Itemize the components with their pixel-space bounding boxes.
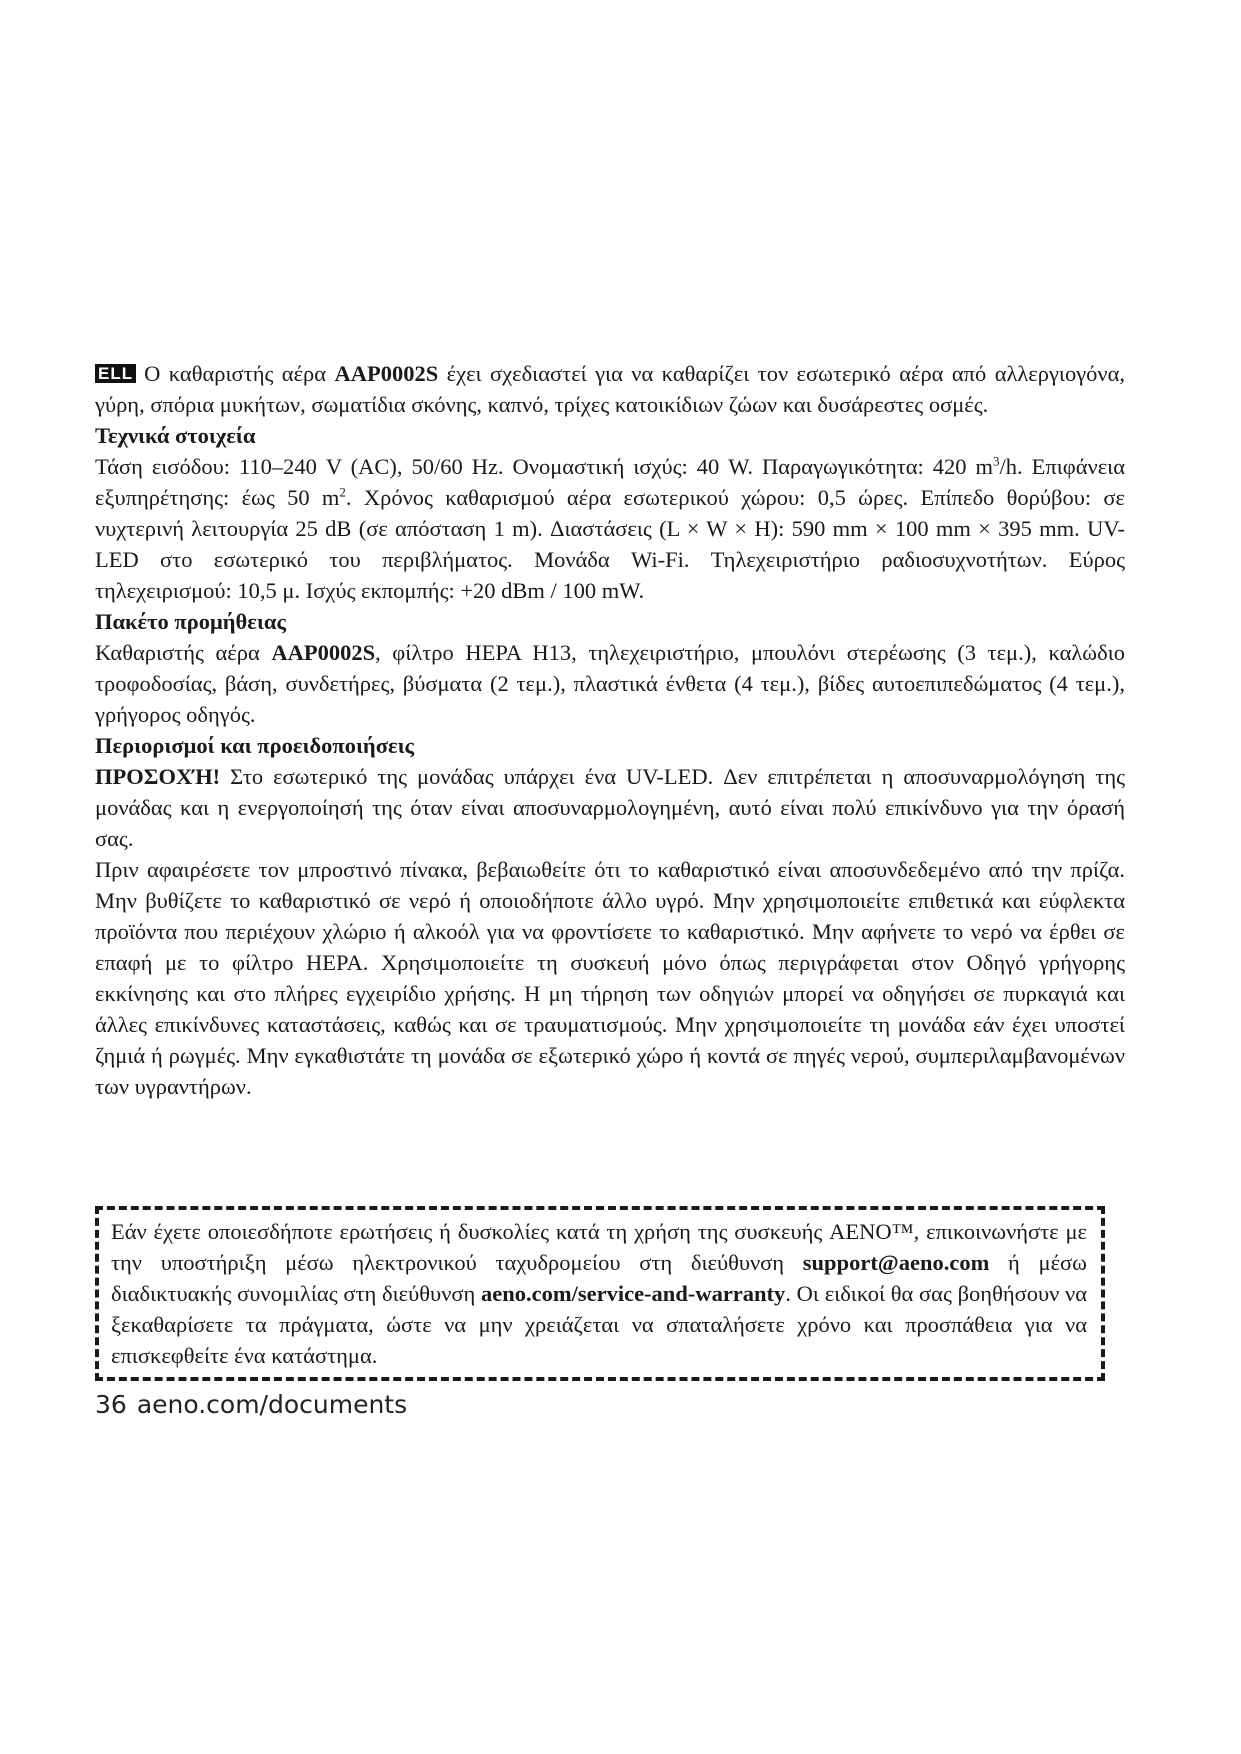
warning-text: Στο εσωτερικό της μονάδας υπάρχει ένα UV-LED. Δεν επιτρέπεται η αποσυναρμολόγηση της μονάδας και η ενεργοποίησή της όταν είναι αποσυναρμολογημένη, αυτό είναι πολύ επικίνδυνο για την όρασή σας. <box>95 764 1125 851</box>
tech-heading: Τεχνικά στοιχεία <box>95 423 256 448</box>
warning-label: ΠΡΟΣΟΧΉ! <box>95 764 221 789</box>
package-text-end: , φίλτρο HEPA H13, τηλεχειριστήριο, μπουλόνι στερέωσης (3 τεμ.), καλώδιο τροφοδοσίας, βάση, συνδετήρες, βύσματα (2 τεμ.), πλαστικά ένθετα (4 τεμ.), βίδες αυτοεπιπεδώματος (4 τεμ.), γρήγορος οδηγός. <box>95 640 1125 727</box>
intro-model: AAP0002S <box>334 361 439 386</box>
support-notice-text <box>111 1216 1087 1371</box>
limits-paragraph: Πριν αφαιρέσετε τον μπροστινό πίνακα, βεβαιωθείτε ότι το καθαριστικό είναι αποσυνδεδεμένο από την πρίζα. Μην βυθίζετε το καθαριστικό σε νερό ή οποιοδήποτε άλλο υγρό. Μην χρησιμοποιείτε επιθετικά και εύφλεκτα προϊόντα που περιέχουν χλώριο ή αλκοόλ για να φροντίσετε το καθαριστικό. Μην αφήνετε το νερό να έρθει σε επαφή με το φίλτρο HEPA. Χρησιμοποιείτε τη συσκευή μόνο όπως περιγράφεται στον Οδηγό γρήγορης εκκίνησης και στο πλήρες εγχειρίδιο χρήσης. Η μη τήρηση των οδηγιών μπορεί να οδηγήσει σε πυρκαγιά και άλλες επικίνδυνες καταστάσεις, καθώς και σε τραυματισμούς. Μην χρησιμοποιείτε τη μονάδα εάν έχει υποστεί ζημιά ή ρωγμές. Μην εγκαθιστάτε τη μονάδα σε εξωτερικό χώρο ή κοντά σε πηγές νερού, συμπεριλαμβανομένων των υγραντήρων. <box>95 857 1125 1099</box>
support-email-link[interactable]: support@aeno.com <box>802 1250 990 1275</box>
limits-heading: Περιορισμοί και προειδοποιήσεις <box>95 733 415 758</box>
tech-sup-2: 2 <box>339 484 346 500</box>
page-footer <box>95 1390 407 1419</box>
page-number: 36 <box>95 1390 127 1419</box>
language-badge: ELL <box>95 364 136 383</box>
tech-sup-1: 3 <box>993 453 1000 469</box>
warning-paragraph <box>95 761 1125 854</box>
package-text-start: Καθαριστής αέρα <box>95 640 272 665</box>
intro-text-start: Ο καθαριστής αέρα <box>144 361 335 386</box>
tech-paragraph <box>95 451 1125 606</box>
notice-text-3: . Οι ειδικοί θα σας βοηθήσουν να ξεκαθαρίσετε τα πράγματα, ώστε να μην χρειάζεται να σπαταλήσετε χρόνο και προσπάθεια για να επισκεφθείτε ένα κατάστημα. <box>111 1281 1087 1368</box>
tech-text-1: Τάση εισόδου: 110–240 V (AC), 50/60 Hz. Ονομαστική ισχύς: 40 W. Παραγωγικότητα: 420 m <box>95 454 993 479</box>
footer-url[interactable]: aeno.com/documents <box>136 1390 408 1419</box>
tech-text-3: . Χρόνος καθαρισμού αέρα εσωτερικού χώρου: 0,5 ώρες. Επίπεδο θορύβου: σε νυχτερινή λειτουργία 25 dB (σε απόσταση 1 m). Διαστάσεις (L × W × H): 590 mm × 100 mm × 395 mm. UV-LED στο εσωτερικό του περιβλήματος. Μονάδα Wi-Fi. Τηλεχειριστήριο ραδιοσυχνοτήτων. Εύρος τηλεχειρισμού: 10,5 μ. Ισχύς εκπομπής: +20 dBm / 100 mW. <box>95 485 1125 603</box>
package-model: AAP0002S <box>271 640 376 665</box>
service-warranty-link[interactable]: aeno.com/service-and-warranty <box>481 1281 786 1306</box>
document-body <box>95 358 1125 1102</box>
tech-text-2: /h. Επιφάνεια εξυπηρέτησης: έως 50 m <box>95 454 1125 510</box>
intro-text-end: έχει σχεδιαστεί για να καθαρίζει τον εσωτερικό αέρα από αλλεργιογόνα, γύρη, σπόρια μυκήτων, σωματίδια σκόνης, καπνό, τρίχες κατοικίδιων ζώων και δυσάρεστες οσμές. <box>95 361 1126 417</box>
notice-text-1: Εάν έχετε οποιεσδήποτε ερωτήσεις ή δυσκολίες κατά τη χρήση της συσκευής AENO™, επικοινωνήστε με την υποστήριξη μέσω ηλεκτρονικού ταχυδρομείου στη διεύθυνση <box>111 1219 1087 1275</box>
package-heading: Πακέτο προμήθειας <box>95 609 286 634</box>
support-notice-box <box>95 1206 1105 1381</box>
package-paragraph <box>95 637 1125 730</box>
notice-text-2: ή μέσω διαδικτυακής συνομιλίας στη διεύθυνση <box>111 1250 1087 1306</box>
intro-paragraph <box>95 358 1125 420</box>
